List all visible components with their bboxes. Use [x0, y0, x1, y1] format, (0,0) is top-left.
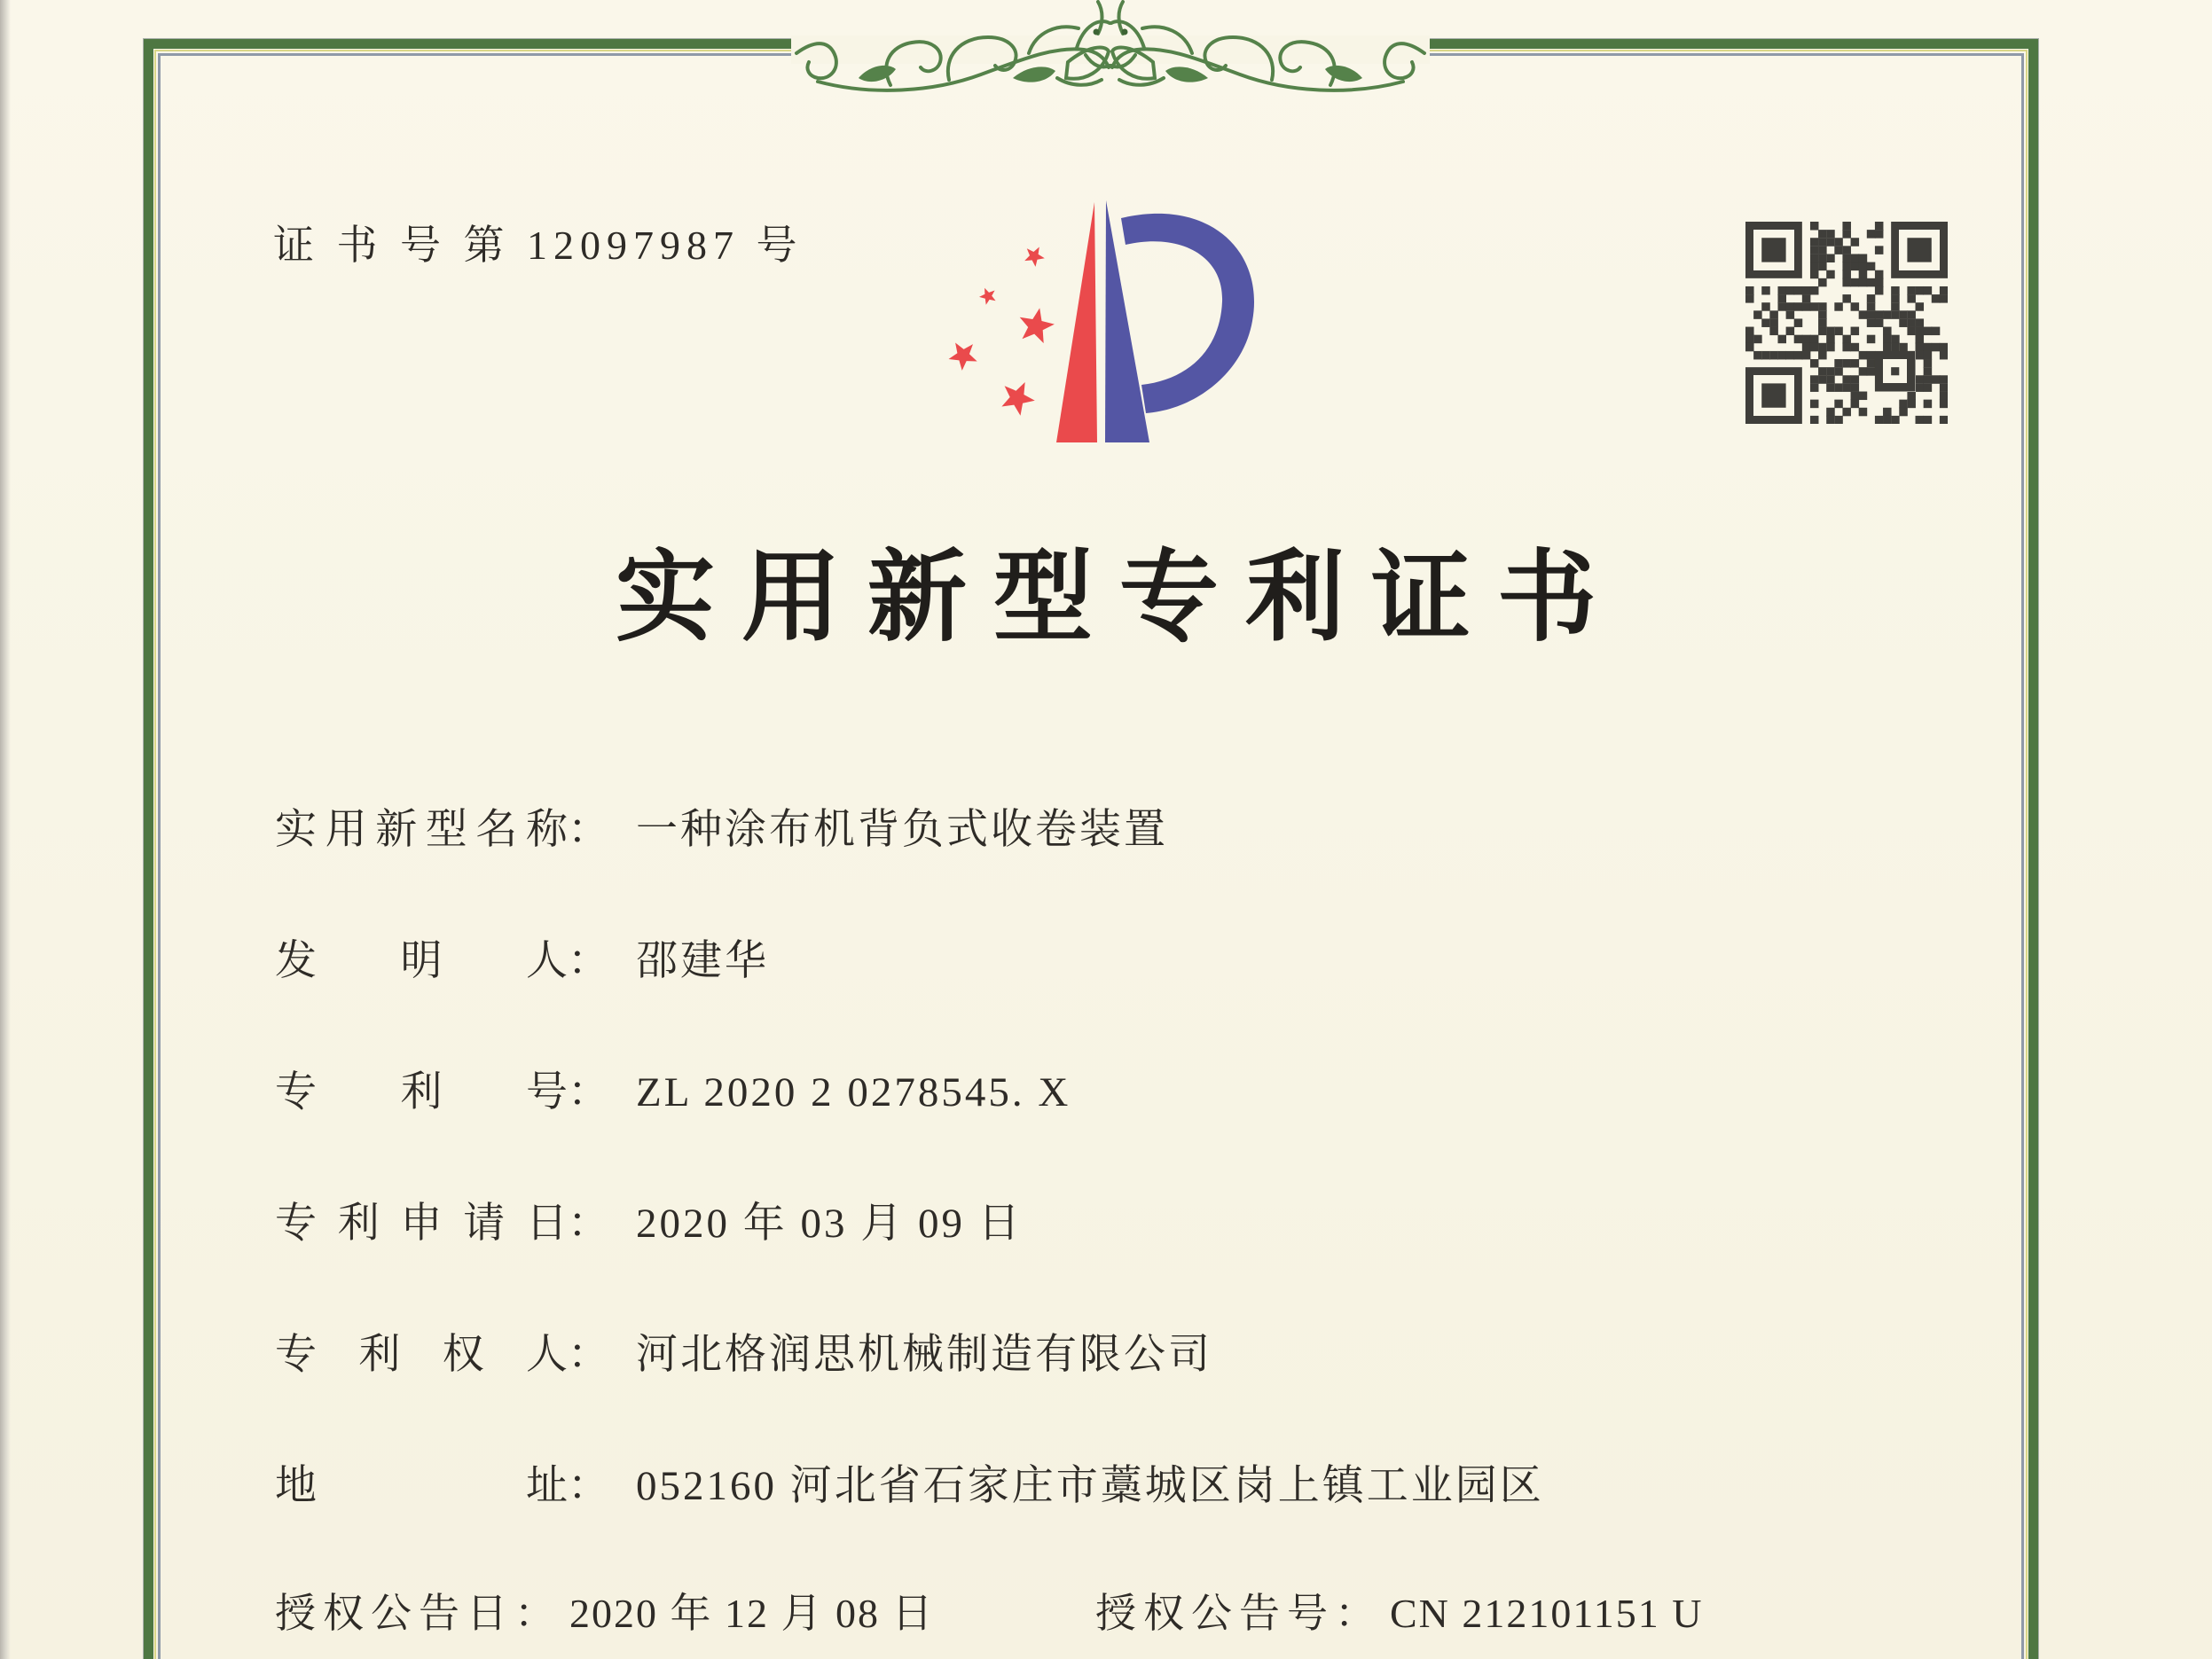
- field-value: 2020 年 03 月 09 日: [636, 1201, 1023, 1247]
- field-colon: ：: [568, 1463, 609, 1509]
- logo-blue-bowl: [1121, 214, 1254, 413]
- field-grant-number: [1095, 1587, 1703, 1640]
- field-row-inventor: [275, 934, 2049, 1065]
- field-value: 邵建华: [636, 938, 769, 984]
- scan-page-edge: [0, 0, 11, 1659]
- certificate-title: 实用新型专利证书: [616, 544, 1623, 653]
- field-value: 河北格润思机械制造有限公司: [636, 1332, 1212, 1378]
- field-colon: ：: [568, 938, 609, 984]
- field-label: 授权公告号: [1095, 1591, 1335, 1636]
- field-row-patentee: [275, 1327, 2049, 1459]
- logo-red-wedge: [1056, 202, 1097, 442]
- field-row-patent-number: [275, 1065, 2049, 1196]
- field-row-address: [275, 1459, 2049, 1590]
- field-label: 专利申请日: [275, 1201, 568, 1247]
- qr-code: [1745, 222, 1948, 424]
- field-colon: ：: [568, 1332, 609, 1378]
- certificate-number: 证 书 号 第 12097987 号: [273, 223, 804, 268]
- field-colon: ：: [568, 807, 609, 853]
- dragon-ornament-icon: [791, 0, 1430, 103]
- field-grant-date: [275, 1587, 935, 1640]
- field-colon: ：: [568, 1201, 609, 1247]
- field-colon: ：: [514, 1591, 555, 1636]
- field-label: 发明人: [275, 938, 568, 984]
- field-value: 一种涂布机背负式收卷装置: [636, 807, 1168, 853]
- five-stars-icon: [949, 247, 1055, 416]
- field-label: 专利号: [275, 1069, 568, 1115]
- field-value: 052160 河北省石家庄市藁城区岗上镇工业园区: [636, 1463, 1544, 1509]
- field-colon: ：: [1335, 1591, 1376, 1636]
- field-value: ZL 2020 2 0278545. X: [636, 1069, 1071, 1115]
- field-label: 实用新型名称: [275, 807, 568, 853]
- field-colon: ：: [568, 1069, 609, 1115]
- footer-row: [275, 1587, 2013, 1659]
- field-label: 地址: [275, 1463, 568, 1509]
- field-row-filing-date: [275, 1196, 2049, 1327]
- field-value: CN 212101151 U: [1390, 1591, 1704, 1636]
- field-label: 专利权人: [275, 1332, 568, 1378]
- cnipa-logo-icon: [938, 197, 1259, 449]
- field-label: 授权公告日: [275, 1591, 514, 1636]
- field-value: 2020 年 12 月 08 日: [569, 1591, 935, 1636]
- field-row-name: [275, 802, 2049, 934]
- field-rows: [275, 802, 2049, 1590]
